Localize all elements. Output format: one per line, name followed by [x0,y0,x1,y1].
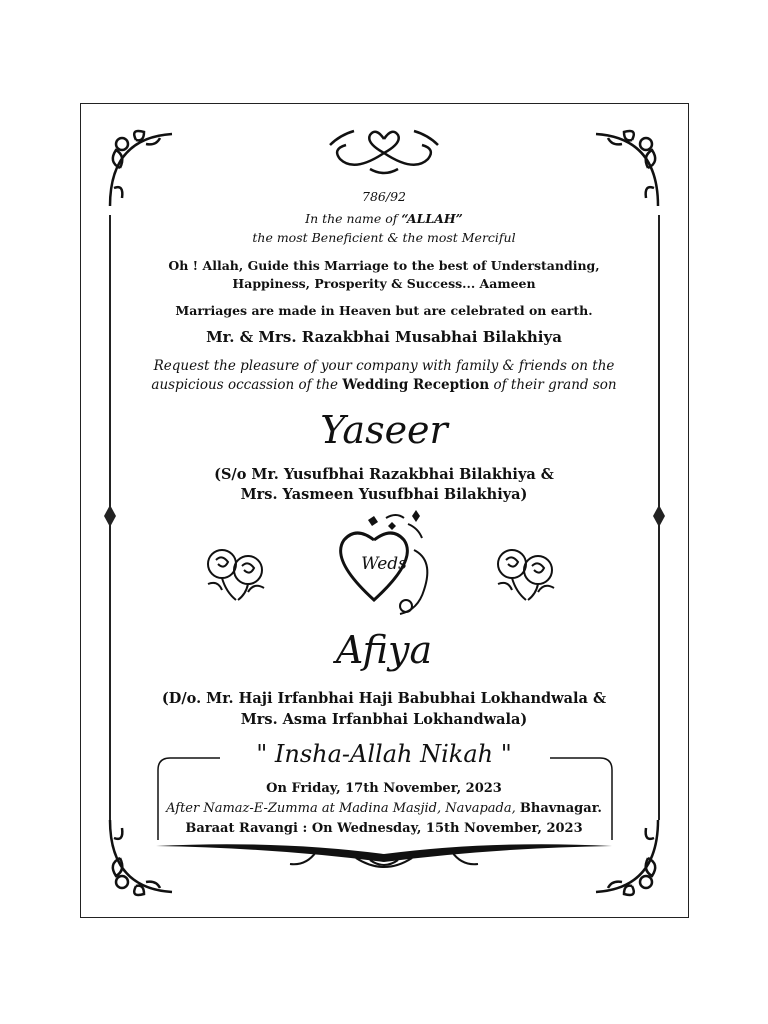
prayer-line-1: Oh ! Allah, Guide this Marriage to the best of Understanding, [168,258,600,273]
bismillah-suffix: the most Beneficient & the most Merciful [252,230,516,245]
request-suffix: of their grand son [489,377,617,393]
request-line-1: Request the pleasure of your company with family & friends on the [153,358,615,374]
bride-name: Afiya [335,628,433,672]
request-line-2 [0,377,768,393]
nikah-title: " Insha-Allah Nikah " [256,740,512,768]
weds-label: Weds [361,554,407,574]
bismillah-line [0,211,768,226]
nikah-venue-city: Bhavnagar. [519,801,602,816]
hosts-name: Mr. & Mrs. Razakbhai Musabhai Bilakhiya [206,328,562,346]
request-prefix: auspicious occassion of the [151,377,343,393]
prayer-line-2: Happiness, Prosperity & Success... Aameen [232,276,536,291]
groom-name: Yaseer [320,408,448,452]
bride-parents-line-2: Mrs. Asma Irfanbhai Lokhandwala) [240,711,528,728]
marriage-quote: Marriages are made in Heaven but are celebrated on earth. [175,303,593,318]
bride-parents-line-1: (D/o. Mr. Haji Irfanbhai Haji Babubhai Lokhandwala & [161,690,607,707]
nikah-venue [0,801,768,816]
invitation-number: 786/92 [362,189,406,204]
bismillah-name: “ALLAH” [401,211,463,226]
groom-parents-line-2: Mrs. Yasmeen Yusufbhai Bilakhiya) [240,486,528,503]
bottom-scroll-icon [156,836,612,872]
bismillah-prefix: In the name of [305,211,402,226]
top-heart-flourish-icon [324,125,444,180]
nikah-venue-text: After Namaz-E-Zumma at Madina Masjid, Navapada, [166,801,520,816]
left-diamond-icon [104,505,116,527]
rose-icon [492,544,566,604]
request-event: Wedding Reception [342,377,490,393]
rose-icon [202,544,276,604]
groom-parents-line-1: (S/o Mr. Yusufbhai Razakbhai Bilakhiya & [214,466,554,483]
nikah-date: On Friday, 17th November, 2023 [266,781,502,796]
right-diamond-icon [653,505,665,527]
baraat-line: Baraat Ravangi : On Wednesday, 15th November, 2023 [185,821,583,836]
